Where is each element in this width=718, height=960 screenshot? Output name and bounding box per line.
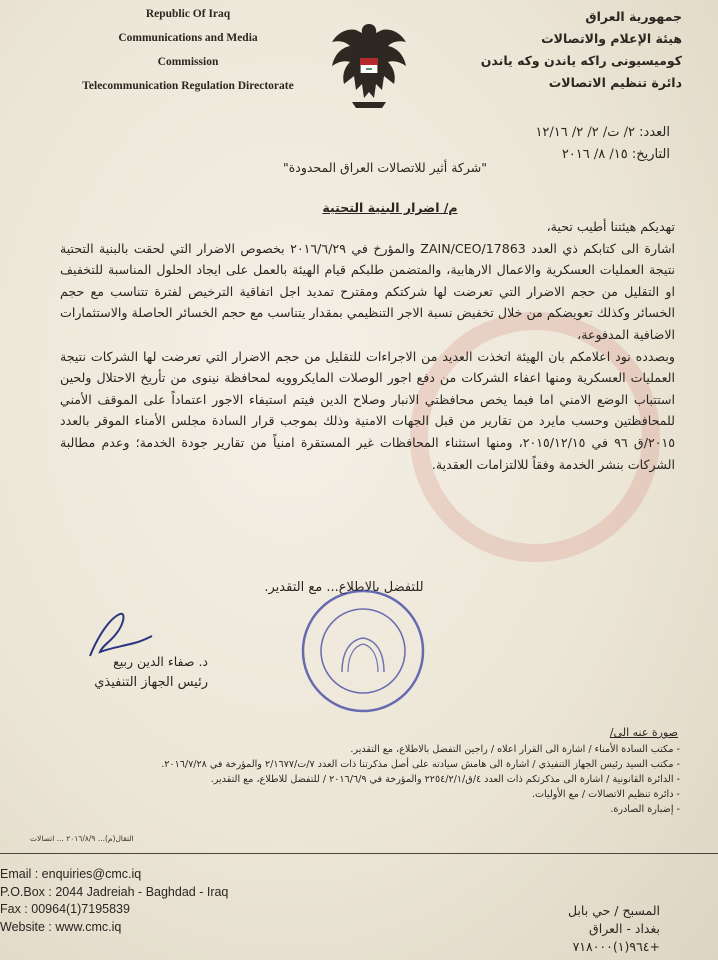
header-arabic — [412, 6, 682, 94]
footer-divider — [0, 853, 718, 854]
closing-line: للتفضل بالاطلاع... مع التقدير. — [264, 580, 424, 595]
eagle-emblem-icon — [326, 18, 412, 118]
paragraph-1: اشارة الى كتابكم ذي العدد ZAIN/CEO/17863 والمؤرخ في ٢٠١٦/٦/٢٩ بخصوص الاضرار التي لحقت بالبنية التحتية نتيجة العمليات العسكرية والاعمال الارهابية، والمتضمن طلبكم قيام الهيئة بالعمل على ايجاد الحلول المناسبة للتخفيف او التقليل من حجم الاضرار التي تعرضت لها شركتكم ومقترح تمديد اجل اتفاقية الترخيص لفترة تتناسب مع حجم الخسائر وكذلك تعويضكم من خلال تخفيض نسبة الاجر التنظيمي بمقدار يتناسب مع حجم الخسائر الحاصلة والاستثمارات الاضافية المدفوعة، — [60, 240, 675, 342]
cc-item: - الدائرة القانونية / اشارة الى مذكرتكم ذات العدد ٤/ق/٢٢٥٤/٢/١ والمؤرخة في ٢٠١٦/٦/٩ / للتفضل للاطلاع، مع التقدير. — [210, 774, 680, 785]
paragraph-2: وبصدده نود اعلامكم بان الهيئة اتخذت العديد من الاجراءات للتقليل من حجم الاضرار التي تعرضت لها الشركات نتيجة العمليات العسكرية ومنها اعفاء الشركات من دفع اجور الوصلات المايكروويه لمحافظة نينوى من تأريخ الاحتلال ولحين استتباب الوضع الامني اما فيما يخص محافظتي الانبار وصلاح الدين فيتم استيفاء الاجور اعتماداً على الموقف الأمني للمحافظتين وحسب مايرد من تقارير من قبل الجهات الامنية وذلك بموجب قرار السادة مجلس الأمناء الموقر بالعدد ٢٠١٥/ق ٩٦ في ٢٠١٥/١٢/١٥، ومنها استثناء المحافظات غير المستقرة امنياً من تقارير جودة الخدمة؛ وعدم مطالبة الشركات بنشر الخدمة وفقاً للالتزامات العقدية. — [60, 348, 675, 472]
header-ar-line-3: كوميسيونى راكه ياندن وكه ياندن — [480, 53, 682, 68]
footer-email: Email : enquiries@cmc.iq — [0, 867, 142, 881]
official-seal-icon — [298, 586, 428, 716]
cc-item: - دائرة تنظيم الاتصالات / مع الأوليات. — [531, 789, 680, 800]
header-en-line-3: Commission — [157, 56, 219, 68]
header-english — [38, 2, 338, 98]
date-line — [535, 144, 670, 166]
date-label: التاريخ: — [631, 147, 670, 162]
number-value: ٢/ ت/ ٢/ ٢/ ١٢/١٦ — [535, 125, 636, 140]
footer-ar-phone: +٩٦٤(١)٧١٨٠٠٠ — [572, 939, 660, 954]
number-label: العدد: — [639, 125, 670, 140]
cc-item: - إضبارة الصادرة. — [610, 804, 680, 815]
number-line — [535, 122, 670, 144]
cc-item: - مكتب السيد رئيس الجهاز التنفيذي / اشارة الى هامش سيادته على أصل مذكرتنا ذات العدد ٧/ت/٢/١٦٧٧ والمؤرخة في ٢٠١٦/٧/٢٨. — [161, 759, 680, 770]
header-ar-line-4: دائرة تنظيم الاتصالات — [548, 75, 682, 90]
header-en-line-2: Communications and Media — [118, 32, 258, 44]
footer-contact-english — [0, 866, 228, 936]
footer-website: Website : www.cmc.iq — [0, 919, 122, 934]
header-en-line-1: Republic Of Iraq — [145, 8, 231, 20]
letter-body — [60, 216, 675, 475]
header-ar-line-2: هيئة الإعلام والاتصالات — [541, 31, 682, 46]
header-ar-line-1: جمهورية العراق — [585, 9, 682, 24]
header-en-line-4: Telecommunication Regulation Directorate — [82, 80, 294, 92]
date-value: ١٥/ ٨/ ٢٠١٦ — [561, 147, 628, 162]
cc-list — [20, 742, 680, 817]
footer-pobox: P.O.Box : 2044 Jadreiah - Baghdad - Iraq — [0, 884, 229, 899]
footer-fax: Fax : 00964(1)7195839 — [0, 902, 130, 916]
signatory-title: رئيس الجهاز التنفيذي — [94, 675, 208, 690]
footer-contact-arabic — [568, 902, 660, 956]
signatory-name: د. صفاء الدين ربيع — [113, 654, 208, 669]
footer-ar-address: المسبح / حي بابل — [567, 903, 660, 918]
cc-heading: صورة عنه الى/ — [609, 726, 678, 739]
subject-line: م/ اضرار البنية التحتية — [322, 200, 458, 215]
cc-item: - مكتب السادة الأمناء / اشارة الى القرار اعلاه / راجين التفضل بالاطلاع، مع التقدير. — [350, 744, 680, 755]
filing-reference: التقال(م)... ٢٠١٦/٨/٩ ... اتصالات — [30, 834, 134, 843]
greeting: تهديكم هيئتنا أطيب تحية، — [546, 219, 675, 234]
reference-block — [535, 122, 670, 166]
footer-ar-city: بغداد - العراق — [589, 921, 660, 936]
recipient: "شركة أثير للاتصالات العراق المحدودة" — [283, 160, 487, 175]
